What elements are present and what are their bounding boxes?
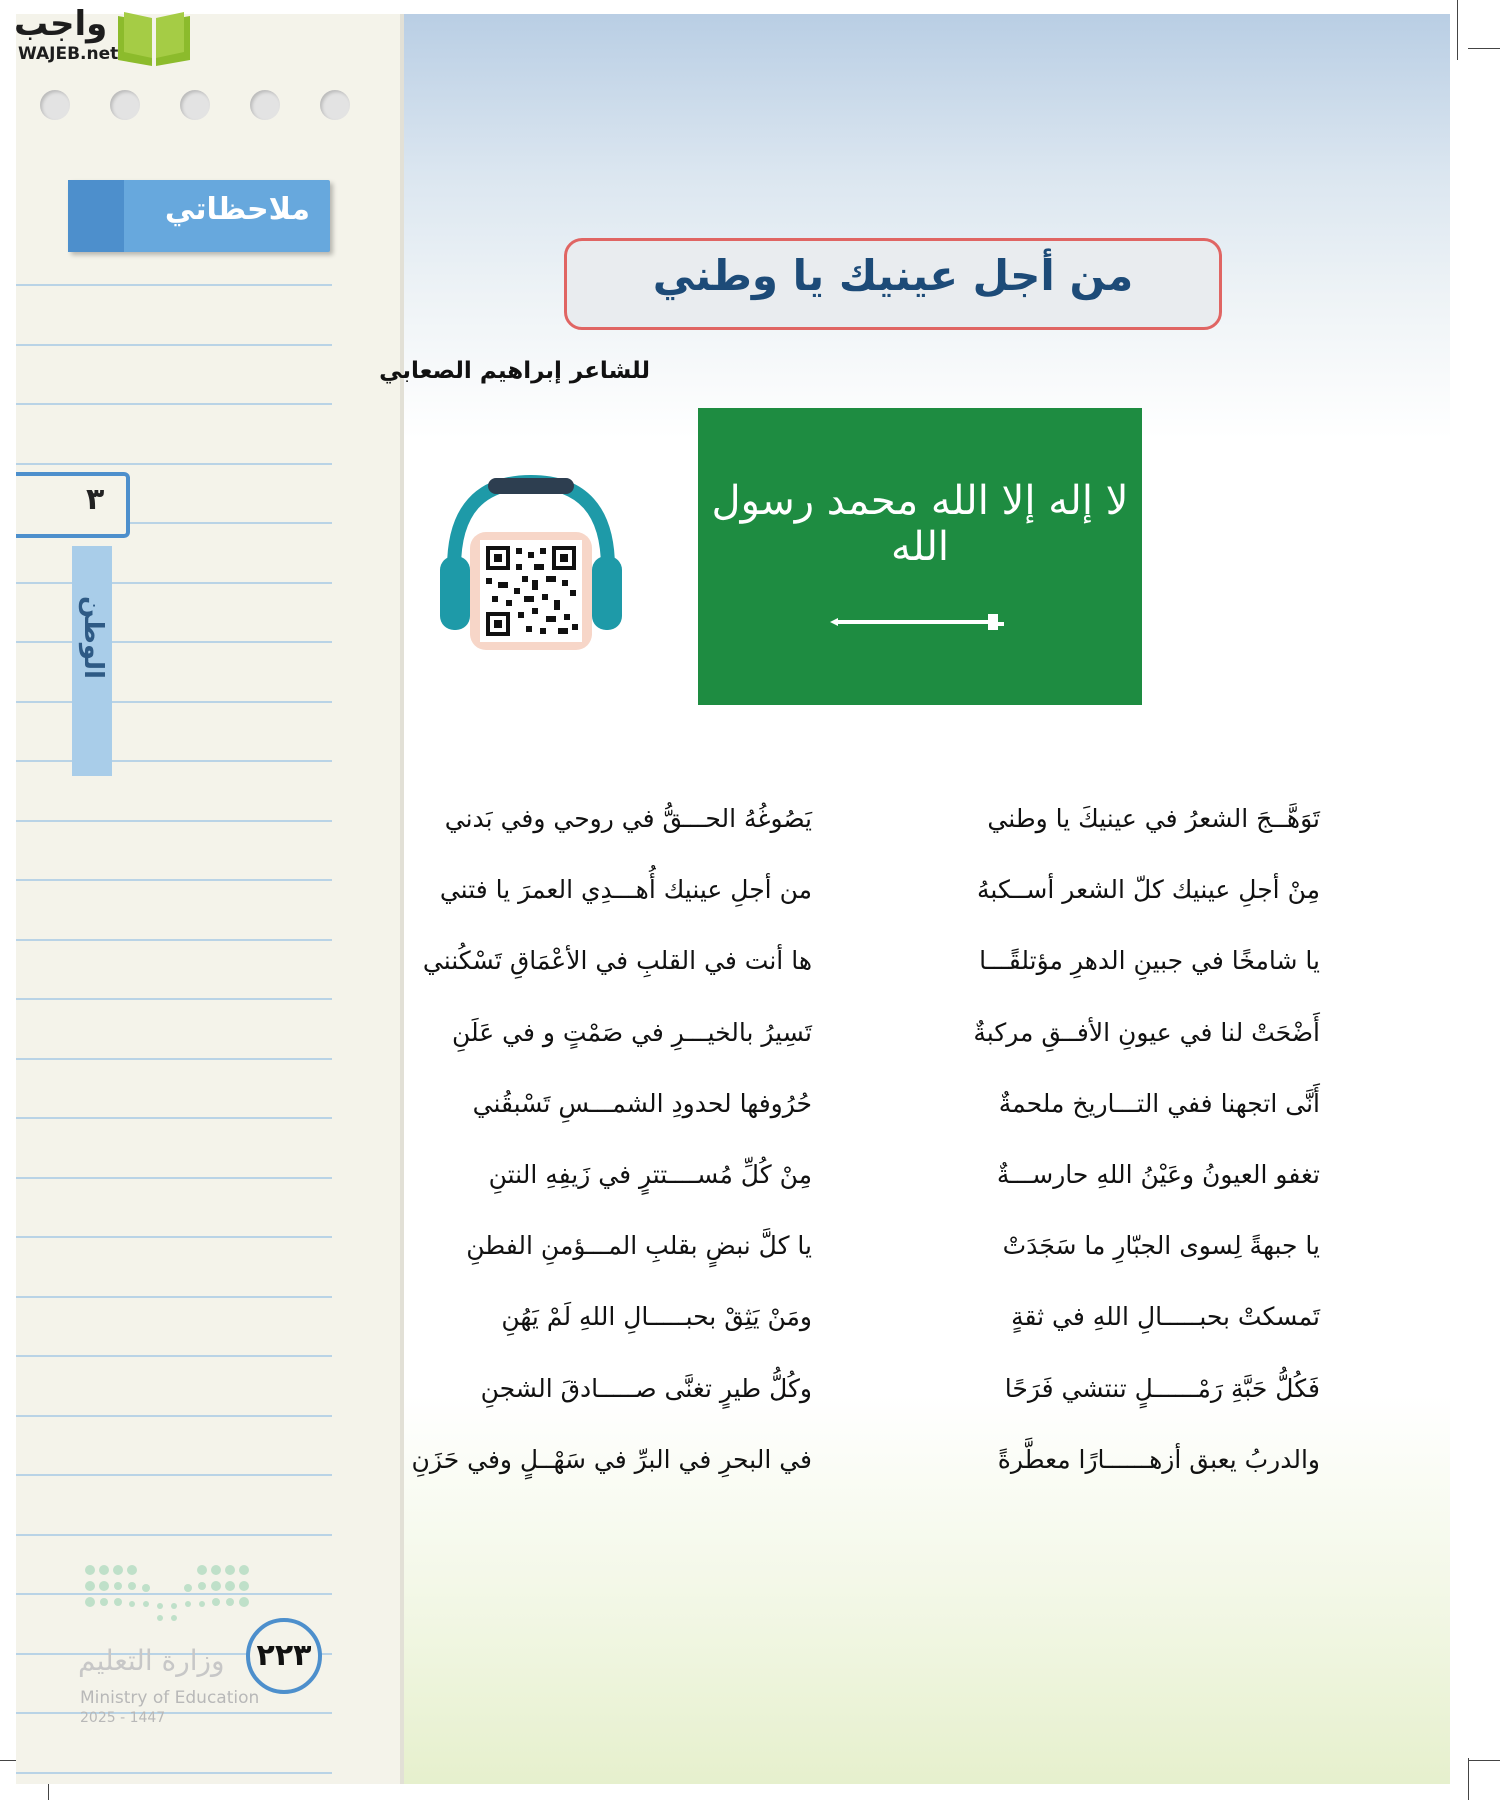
ruled-line [16,1058,332,1060]
saudi-flag [698,408,1142,705]
binder-hole [180,90,210,120]
poem-first-hemistich: أَنَّى اتجهنا ففي التـــاريخ ملحمةٌ [998,1088,1320,1118]
binder-hole [110,90,140,120]
poem-second-hemistich: ها أنت في القلبِ في الأعْمَاقِ تَسْكُنني [422,946,812,976]
main-content [379,14,1450,1784]
poem-second-hemistich: مِنْ كُلِّ مُســــتترٍ في زَيفِهِ النتنِ [488,1160,812,1189]
ruled-line [16,344,332,346]
crop-mark [1457,0,1458,60]
notes-label: ملاحظاتي [164,192,310,227]
poem-first-hemistich: يا جبهةً لِسوى الجبّارِ ما سَجَدَتْ [1002,1231,1320,1261]
poem-second-hemistich: يَصُوغُهُ الحـــقُّ في روحي وفي بَدني [444,804,812,833]
poem-first-hemistich: تَوَهَّــجَ الشعرُ في عينيكَ يا وطني [987,804,1320,833]
ruled-line [16,1534,332,1536]
unit-title: الوطن [78,596,108,679]
poem-first-hemistich: أَضْحَتْ لنا في عيونِ الأفــقِ مركبةٌ [973,1017,1320,1047]
ruled-line [16,403,332,405]
wajeb-logo-word: واجب [14,4,108,44]
binder-hole [250,90,280,120]
ministry-dots-icon [82,1562,252,1622]
ministry-name-ar: وزارة التعليم [78,1644,225,1677]
poem-second-hemistich: حُرُوفها لحدودِ الشمـــسِ تَسْبقُني [472,1088,812,1118]
crop-mark [1468,1758,1469,1800]
poem-second-hemistich: يا كلَّ نبضٍ بقلبِ المـــؤمنِ الفطنِ [466,1231,812,1261]
poem-first-hemistich: فَكُلُّ حَبَّةِ رَمْــــــلٍ تنتشي فَرَحًا [1004,1373,1320,1403]
ruled-line [16,1355,332,1357]
binder-hole [320,90,350,120]
poem-second-hemistich: تَسِيرُ بالخيـــرِ في صَمْتٍ و في عَلَنِ [451,1017,812,1047]
unit-ribbon [72,546,112,776]
headphones-qr-icon [436,472,626,654]
notes-tab-accent [68,180,124,252]
wajeb-logo [8,4,193,70]
ruled-line [16,1474,332,1476]
ruled-line [16,1236,332,1238]
ruled-line [16,879,332,881]
ruled-line [16,939,332,941]
ruled-line [16,641,332,643]
poem-first-hemistich: مِنْ أجلِ عينيك كلّ الشعر أســكبهُ [977,875,1320,905]
binder-hole [40,90,70,120]
poet-name: للشاعر إبراهيم الصعابي [379,358,650,384]
sword-icon [698,408,1142,705]
lesson-title-box [564,238,1222,330]
ruled-line [16,701,332,703]
poem-first-hemistich: والدربُ يعبق أزهــــــارًا معطَّرةً [997,1444,1320,1474]
poem-second-hemistich: ومَنْ يَثِقْ بحبـــــالِ اللهِ لَمْ يَهُنِ [501,1302,812,1332]
poem-first-hemistich: تَمسكتْ بحبـــــالِ اللهِ في ثقةٍ [1011,1302,1320,1332]
ministry-year: 2025 - 1447 [80,1710,166,1726]
ruled-line [16,284,332,286]
ruled-line [16,1415,332,1417]
ruled-line [16,1177,332,1179]
ministry-name-en: Ministry of Education [80,1688,260,1708]
poem-second-hemistich: من أجلِ عينيك أُهـــدِي العمرَ يا فتني [439,875,812,905]
poem-first-hemistich: تغفو العيونُ وعَيْنُ اللهِ حارســـةٌ [996,1160,1320,1189]
crop-mark [1468,1760,1500,1761]
audio-qr-button[interactable] [436,472,626,654]
ruled-line [16,1296,332,1298]
poem-second-hemistich: في البحرِ في البرِّ في سَهْــلٍ وفي حَزَنِ [411,1444,812,1474]
ruled-line [16,760,332,762]
wajeb-logo-domain: WAJEB.net [18,44,119,64]
ruled-line [16,582,332,584]
page-number: ٢٢٣ [246,1618,322,1694]
unit-number: ٣ [86,482,105,517]
open-book-icon [114,8,194,68]
ruled-line [16,1117,332,1119]
crop-mark [1468,48,1500,49]
ruled-line [16,1772,332,1774]
poem-first-hemistich: يا شامخًا في جبينِ الدهرِ مؤتلقًـــا [979,946,1320,976]
lesson-title: من أجل عينيك يا وطني [652,251,1134,300]
poem-second-hemistich: وكُلُّ طيرٍ تغنَّى صـــــادقَ الشجنِ [480,1373,812,1403]
notes-tab [68,180,330,252]
ruled-line [16,463,332,465]
flag-shahada: لا إله إلا الله محمد رسول الله [711,478,1129,570]
unit-number-box [16,472,130,538]
notes-sidebar [16,14,404,1784]
ruled-line [16,998,332,1000]
ruled-line [16,820,332,822]
